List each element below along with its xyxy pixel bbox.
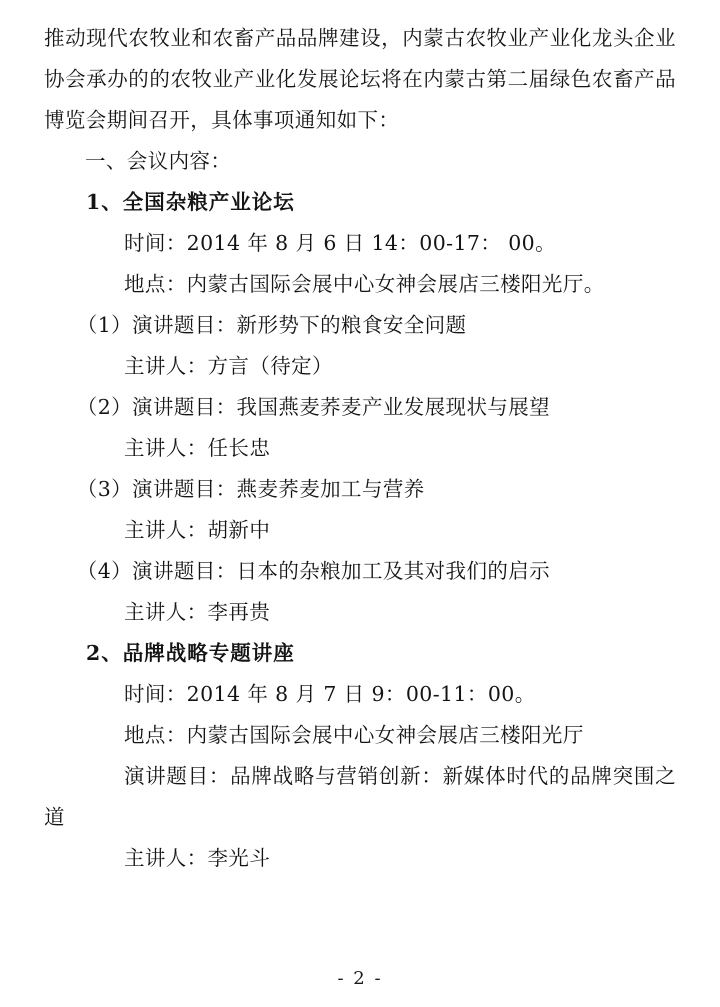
paragraph-item-1-speaker-4: 主讲人：李再贵	[123, 600, 271, 624]
paragraph-item-1-talk-4: （4）演讲题目：日本的杂粮加工及其对我们的启示	[76, 559, 551, 583]
paragraph-item-2-time: 时间：2014 年 8 月 7 日 9：00-11：00。	[123, 682, 536, 706]
paragraph-item-1-speaker-1: 主讲人：方言（待定）	[123, 354, 333, 378]
paragraph-section-one: 一、会议内容：	[85, 149, 232, 173]
paragraph-item-1-speaker-2: 主讲人：任长忠	[123, 436, 271, 460]
paragraph-intro: 推动现代农牧业和农畜产品品牌建设，内蒙古农牧业产业化龙头企业协会承办的的农牧业产业化发展论坛将在内蒙古第二届绿色农畜产品博览会期间召开，具体事项通知如下：	[44, 26, 676, 132]
paragraph-item-1-talk-1: （1）演讲题目：新形势下的粮食安全问题	[76, 313, 467, 337]
paragraph-item-1-speaker-3: 主讲人：胡新中	[123, 518, 271, 542]
paragraph-item-1-talk-2: （2）演讲题目：我国燕麦荞麦产业发展现状与展望	[76, 395, 551, 419]
paragraph-item-1-time: 时间：2014 年 8 月 6 日 14：00-17： 00。	[123, 231, 556, 255]
paragraph-item-2-speaker: 主讲人：李光斗	[123, 846, 271, 870]
paragraph-item-1-heading: 1、全国杂粮产业论坛	[86, 190, 295, 214]
page-number: - 2 -	[337, 968, 383, 989]
paragraph-item-2-heading: 2、品牌战略专题讲座	[86, 641, 295, 665]
paragraph-item-2-talk: 演讲题目：品牌战略与营销创新：新媒体时代的品牌突围之道	[44, 764, 676, 829]
paragraph-item-1-place: 地点：内蒙古国际会展中心女神会展店三楼阳光厅。	[123, 272, 605, 296]
document-body	[44, 18, 676, 879]
paragraph-item-1-talk-3: （3）演讲题目：燕麦荞麦加工与营养	[76, 477, 425, 501]
paragraph-item-2-place: 地点：内蒙古国际会展中心女神会展店三楼阳光厅	[123, 723, 584, 747]
